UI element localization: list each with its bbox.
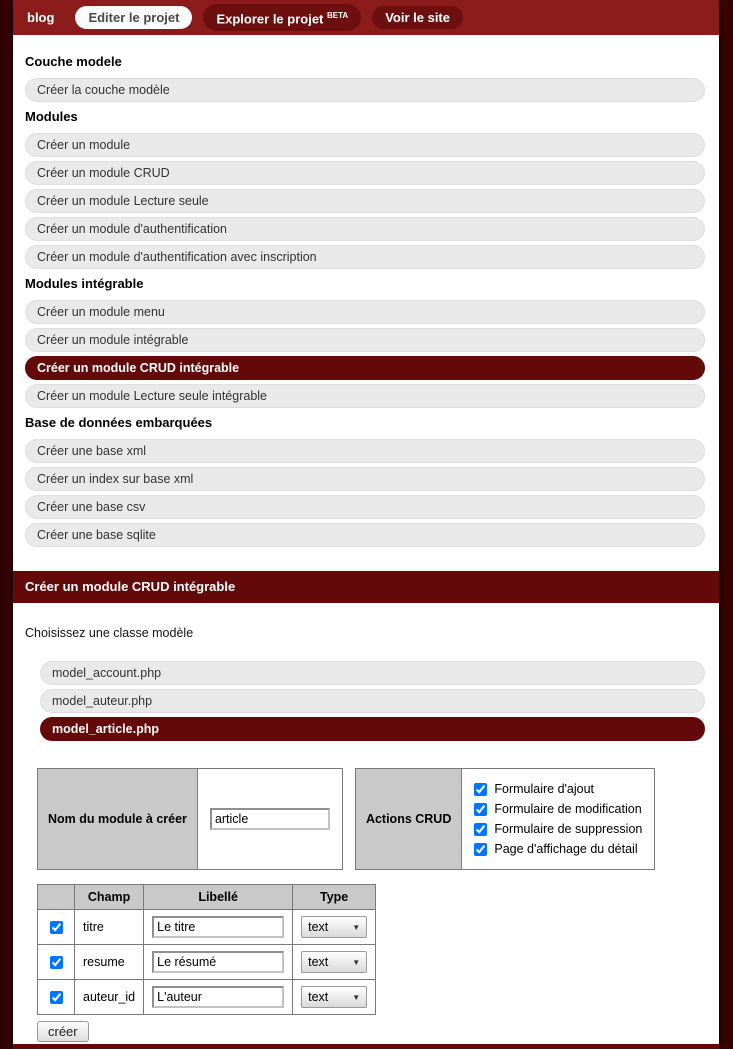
module-name-label: Nom du module à créer — [38, 769, 198, 870]
fields-header-libelle: Libellé — [144, 885, 293, 910]
detail-title-band: Créer un module CRUD intégrable — [13, 571, 719, 603]
field-titre-label-input[interactable] — [152, 916, 284, 938]
topbar-button-editer-projet[interactable]: Editer le projet — [75, 6, 192, 29]
topbar-button-voir-site[interactable]: Voir le site — [372, 6, 463, 29]
field-row-titre — [38, 910, 376, 945]
crud-option-modification — [474, 799, 642, 819]
fields-table — [37, 884, 376, 1015]
topbar-button-explorer-projet[interactable] — [203, 4, 361, 30]
menu-item-creer-module-lecture-seule[interactable]: Créer un module Lecture seule — [25, 189, 705, 213]
fields-header-checkbox — [38, 885, 75, 910]
field-titre-type-value: text — [308, 920, 329, 934]
menu-item-creer-module-lecture-seule-integrable[interactable]: Créer un module Lecture seule intégrable — [25, 384, 705, 408]
chevron-down-icon: ▼ — [352, 922, 361, 932]
module-name-input[interactable] — [210, 808, 330, 830]
menu-item-creer-module[interactable]: Créer un module — [25, 133, 705, 157]
crud-option-ajout-label: Formulaire d'ajout — [494, 782, 595, 796]
menu-item-creer-module-crud-integrable[interactable]: Créer un module CRUD intégrable — [25, 356, 705, 380]
field-row-auteur-id — [38, 980, 376, 1015]
section-heading-couche-modele: Couche modele — [25, 54, 122, 69]
chevron-down-icon: ▼ — [352, 957, 361, 967]
crud-option-detail-checkbox[interactable] — [474, 843, 487, 856]
topbar — [13, 0, 719, 35]
crud-option-suppression-checkbox[interactable] — [474, 823, 487, 836]
topbar-button-explorer-label: Explorer le projet — [216, 11, 324, 27]
field-resume-type-select[interactable] — [301, 951, 367, 973]
app-page — [13, 0, 719, 1049]
crud-option-suppression-label: Formulaire de suppression — [494, 822, 643, 836]
crud-option-modification-label: Formulaire de modification — [494, 802, 642, 816]
menu-item-creer-module-menu[interactable]: Créer un module menu — [25, 300, 705, 324]
section-heading-modules: Modules — [25, 109, 78, 124]
field-titre-name: titre — [75, 910, 144, 945]
crud-option-ajout — [474, 779, 642, 799]
brand-link[interactable]: blog — [27, 10, 55, 25]
model-item-article[interactable]: model_article.php — [40, 717, 705, 741]
menu-item-creer-module-crud[interactable]: Créer un module CRUD — [25, 161, 705, 185]
crud-option-ajout-checkbox[interactable] — [474, 783, 487, 796]
crud-actions-label: Actions CRUD — [355, 769, 461, 870]
bottom-band — [13, 1044, 719, 1049]
menu-item-creer-base-csv[interactable]: Créer une base csv — [25, 495, 705, 519]
menu-item-creer-module-auth[interactable]: Créer un module d'authentification — [25, 217, 705, 241]
model-item-auteur[interactable]: model_auteur.php — [40, 689, 705, 713]
section-heading-modules-integrable: Modules intégrable — [25, 276, 144, 291]
module-options-row — [37, 768, 705, 870]
module-name-table — [37, 768, 343, 870]
model-item-account[interactable]: model_account.php — [40, 661, 705, 685]
create-button[interactable]: créer — [37, 1021, 89, 1042]
field-auteur-id-checkbox[interactable] — [50, 991, 63, 1004]
field-resume-type-value: text — [308, 955, 329, 969]
field-titre-type-select[interactable] — [301, 916, 367, 938]
field-auteur-id-type-value: text — [308, 990, 329, 1004]
field-auteur-id-name: auteur_id — [75, 980, 144, 1015]
fields-header-type: Type — [293, 885, 376, 910]
field-resume-label-input[interactable] — [152, 951, 284, 973]
fields-header-champ: Champ — [75, 885, 144, 910]
menu-item-creer-index-base-xml[interactable]: Créer un index sur base xml — [25, 467, 705, 491]
crud-option-detail — [474, 839, 642, 859]
model-class-prompt: Choisissez une classe modèle — [25, 626, 194, 640]
field-row-resume — [38, 945, 376, 980]
model-class-list — [40, 661, 705, 741]
menu-item-creer-module-integrable[interactable]: Créer un module intégrable — [25, 328, 705, 352]
field-resume-checkbox[interactable] — [50, 956, 63, 969]
generator-menu — [13, 35, 719, 571]
detail-panel — [13, 603, 719, 1044]
field-resume-name: resume — [75, 945, 144, 980]
crud-option-modification-checkbox[interactable] — [474, 803, 487, 816]
crud-option-suppression — [474, 819, 642, 839]
menu-item-creer-base-xml[interactable]: Créer une base xml — [25, 439, 705, 463]
crud-actions-table — [355, 768, 655, 870]
chevron-down-icon: ▼ — [352, 992, 361, 1002]
beta-badge: BETA — [327, 11, 349, 21]
field-titre-checkbox[interactable] — [50, 921, 63, 934]
menu-item-creer-couche-modele[interactable]: Créer la couche modèle — [25, 78, 705, 102]
section-heading-bases-embarquees: Base de données embarquées — [25, 415, 213, 430]
menu-item-creer-base-sqlite[interactable]: Créer une base sqlite — [25, 523, 705, 547]
crud-option-detail-label: Page d'affichage du détail — [494, 842, 638, 856]
menu-item-creer-module-auth-inscription[interactable]: Créer un module d'authentification avec inscription — [25, 245, 705, 269]
fields-header-row — [38, 885, 376, 910]
